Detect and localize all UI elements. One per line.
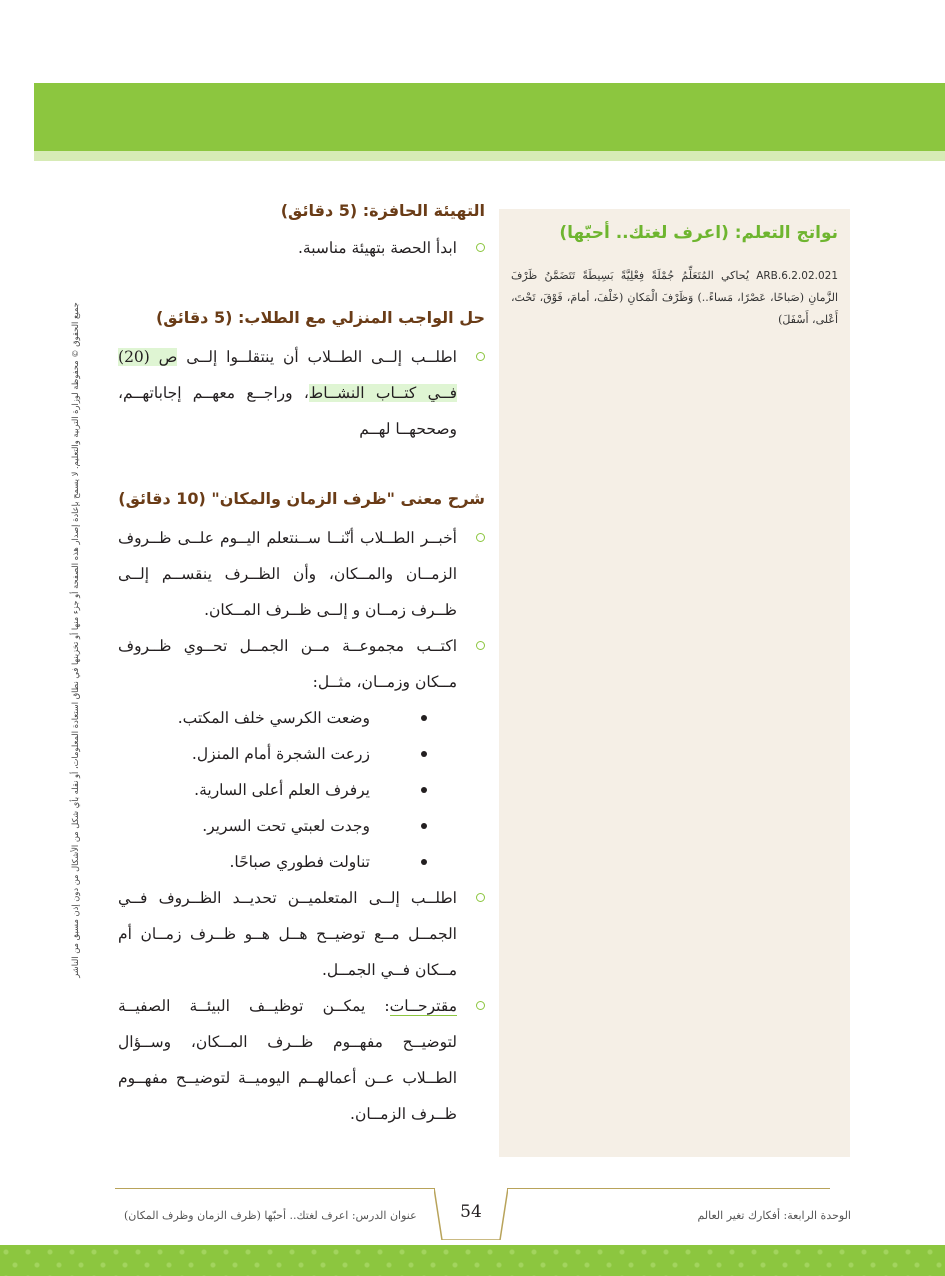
bullet-ring-icon — [476, 533, 485, 542]
bullet-ring-icon — [476, 893, 485, 902]
example-item — [118, 700, 485, 736]
explain-item-3 — [118, 880, 485, 988]
learning-outcomes-panel — [499, 209, 850, 1157]
footer-lesson-title: عنوان الدرس: اعرف لغتك.. أحبّها (ظرف الزمان وظرف المكان) — [124, 1209, 417, 1222]
lesson-content — [118, 201, 485, 1132]
example-item — [118, 808, 485, 844]
example-text: زرعت الشجرة أمام المنزل. — [191, 745, 370, 763]
example-text: وجدت لعبتي تحت السرير. — [202, 817, 370, 835]
explain-text-3: اطلــب إلــى المتعلميــن تحديــد الظــروف فــي الجمــل مــع توضيــح هــل هــو ظــرف زمــان أم مــكان فــي الجمــل. — [118, 889, 457, 979]
homework-book-highlight: فــي كتــاب النشــاط — [308, 384, 457, 402]
example-text: يرفرف العلم أعلى السارية. — [194, 781, 370, 799]
example-item — [118, 844, 485, 880]
homework-text-after: ، وراجــع معهــم إجاباتهــم، وصححهــا لهــم — [118, 384, 457, 438]
suggestions-label: مقترحــات — [389, 997, 457, 1015]
bullet-ring-icon — [476, 243, 485, 252]
outcome-code: ARB.6.2.02.021 — [756, 270, 838, 282]
outcome-text: يُحاكي المُتَعَلِّمُ جُمْلَةً فِعْلِيَّةً بَسِيطَةً تَتَضَمَّنُ ظَرْفَ الزَّمانِ (صَباحًا، عَصْرًا، مَساءً..) وَظَرْفَ الْمَكانِ (خَلْفَ، أمامَ، فَوْقَ، تَحْتَ، أَعْلى، أَسْفَلَ) — [511, 269, 838, 326]
suggestions-item — [118, 988, 485, 1132]
footer-green-band — [0, 1245, 945, 1276]
footer-rule-left — [115, 1188, 435, 1189]
bullet-dot-icon — [421, 751, 427, 757]
outcomes-description — [511, 265, 838, 331]
warmup-item — [118, 230, 485, 266]
examples-list — [118, 700, 485, 880]
warmup-heading: التهيئة الحافزة: (5 دقائق) — [280, 201, 485, 220]
example-text: وضعت الكرسي خلف المكتب. — [177, 709, 370, 727]
page-number-tab — [434, 1188, 508, 1240]
bullet-dot-icon — [421, 787, 427, 793]
bullet-dot-icon — [421, 715, 427, 721]
footer-unit-title: الوحدة الرابعة: أفكارك تغير العالم — [697, 1209, 851, 1222]
explain-item-2 — [118, 628, 485, 700]
homework-page-highlight: ص (20) — [118, 348, 178, 366]
header-green-band — [34, 83, 945, 151]
warmup-text: ابدأ الحصة بتهيئة مناسبة. — [297, 239, 457, 257]
example-text: تناولت فطوري صباحًا. — [229, 853, 370, 871]
explain-item-1 — [118, 520, 485, 628]
footer-rule-right — [507, 1188, 830, 1189]
bullet-ring-icon — [476, 352, 485, 361]
copyright-vertical — [20, 280, 130, 1000]
explain-text-2: اكتــب مجموعــة مــن الجمــل تحــوي ظــروف مــكان وزمــان، مثــل: — [118, 637, 457, 691]
explain-text-1: أخبــر الطــلاب أنّنــا ســنتعلم اليــوم علــى ظــروف الزمــان والمــكان، وأن الظــرف ينقســم إلــى ظــرف زمــان و إلــى ظــرف المــكان. — [118, 529, 457, 619]
homework-heading: حل الواجب المنزلي مع الطلاب: (5 دقائق) — [155, 308, 485, 327]
outcomes-title: نواتج التعلم: (اعرف لغتك.. أحبّها) — [559, 223, 838, 243]
suggestions-text: : يمكــن توظيــف البيئــة الصفيــة لتوضيــح مفهــوم ظــرف المــكان، وســؤال الطــلاب عــن أعمالهــم اليوميــة لتوضيــح مفهــوم ظــرف الزمــان. — [118, 997, 457, 1123]
bullet-dot-icon — [421, 859, 427, 865]
bullet-ring-icon — [476, 1001, 485, 1010]
header-light-band — [34, 151, 945, 161]
homework-item — [118, 339, 485, 447]
example-item — [118, 772, 485, 808]
copyright-text: جميع الحقوق © محفوظة لوزارة التربية والتعليم. لا يسمح بإعادة إصدار هذه الصفحة أو جزء منها أو تخزينها في نطاق استعادة المعلومات، أو نقله بأي شكل من الأشكال من دون إذن مسبق من الناشر — [70, 302, 80, 978]
bullet-ring-icon — [476, 641, 485, 650]
page-number: 54 — [460, 1202, 482, 1222]
explain-heading: شرح معنى "ظرف الزمان والمكان" (10 دقائق) — [118, 489, 485, 508]
example-item — [118, 736, 485, 772]
bullet-dot-icon — [421, 823, 427, 829]
homework-text-before: اطلــب إلــى الطــلاب أن ينتقلــوا إلــى — [186, 348, 457, 366]
